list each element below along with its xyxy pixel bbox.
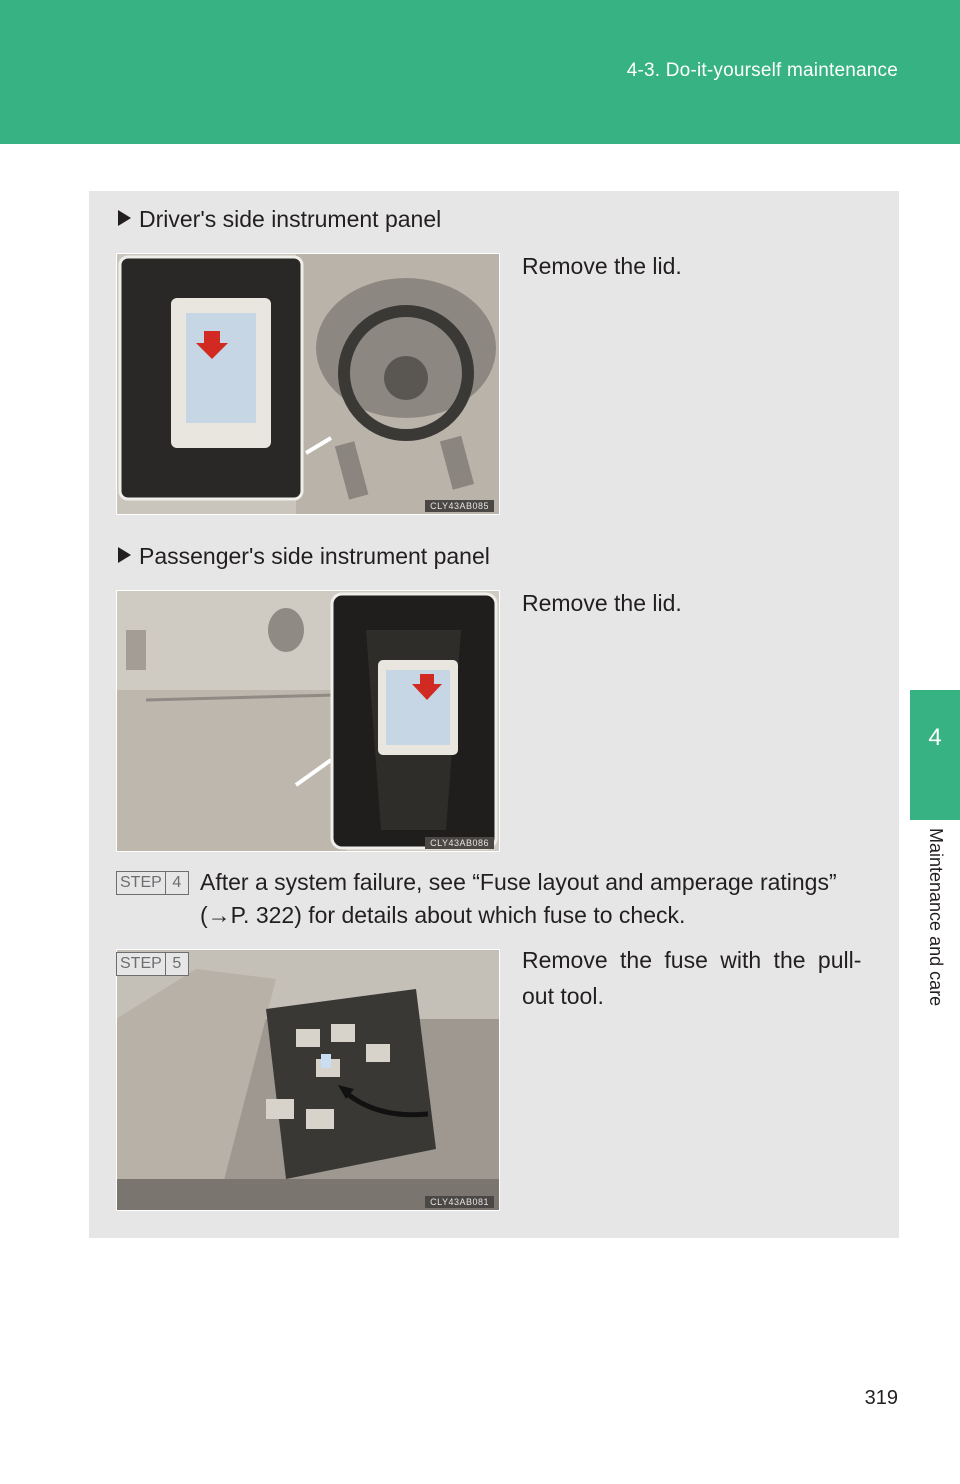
page-number: 319 xyxy=(864,1387,898,1409)
passenger-panel-figure xyxy=(116,590,500,852)
step-4-line-2: (→P. 322) for details about which fuse to check. xyxy=(200,902,686,928)
step-5-badge: STEP 5 xyxy=(116,952,189,976)
driver-side-caption: Remove the lid. xyxy=(522,253,682,279)
chapter-number: 4 xyxy=(928,724,942,751)
driver-panel-figure xyxy=(116,253,500,515)
header-band xyxy=(0,0,960,144)
step-4-badge: STEP 4 xyxy=(116,871,189,895)
driver-side-heading: Driver's side instrument panel xyxy=(118,206,441,233)
passenger-side-heading: Passenger's side instrument panel xyxy=(118,543,490,570)
fuse-box-figure xyxy=(116,949,500,1211)
chapter-label xyxy=(910,828,960,1028)
step-4-text xyxy=(200,866,837,932)
bullet-triangle-icon xyxy=(118,547,131,563)
section-title: 4-3. Do-it-yourself maintenance xyxy=(626,60,898,81)
step-4-line-1: After a system failure, see “Fuse layout and amperage ratings” xyxy=(200,869,837,895)
chapter-title: Maintenance and care xyxy=(926,828,946,1007)
bullet-triangle-icon xyxy=(118,210,131,226)
step-5-caption: Remove the fuse with the pull- out tool. xyxy=(522,947,862,1009)
figure-code: CLY43AB086 xyxy=(425,837,494,849)
chapter-tab xyxy=(910,690,960,820)
passenger-side-caption: Remove the lid. xyxy=(522,590,682,616)
figure-code: CLY43AB085 xyxy=(425,500,494,512)
figure-code: CLY43AB081 xyxy=(425,1196,494,1208)
